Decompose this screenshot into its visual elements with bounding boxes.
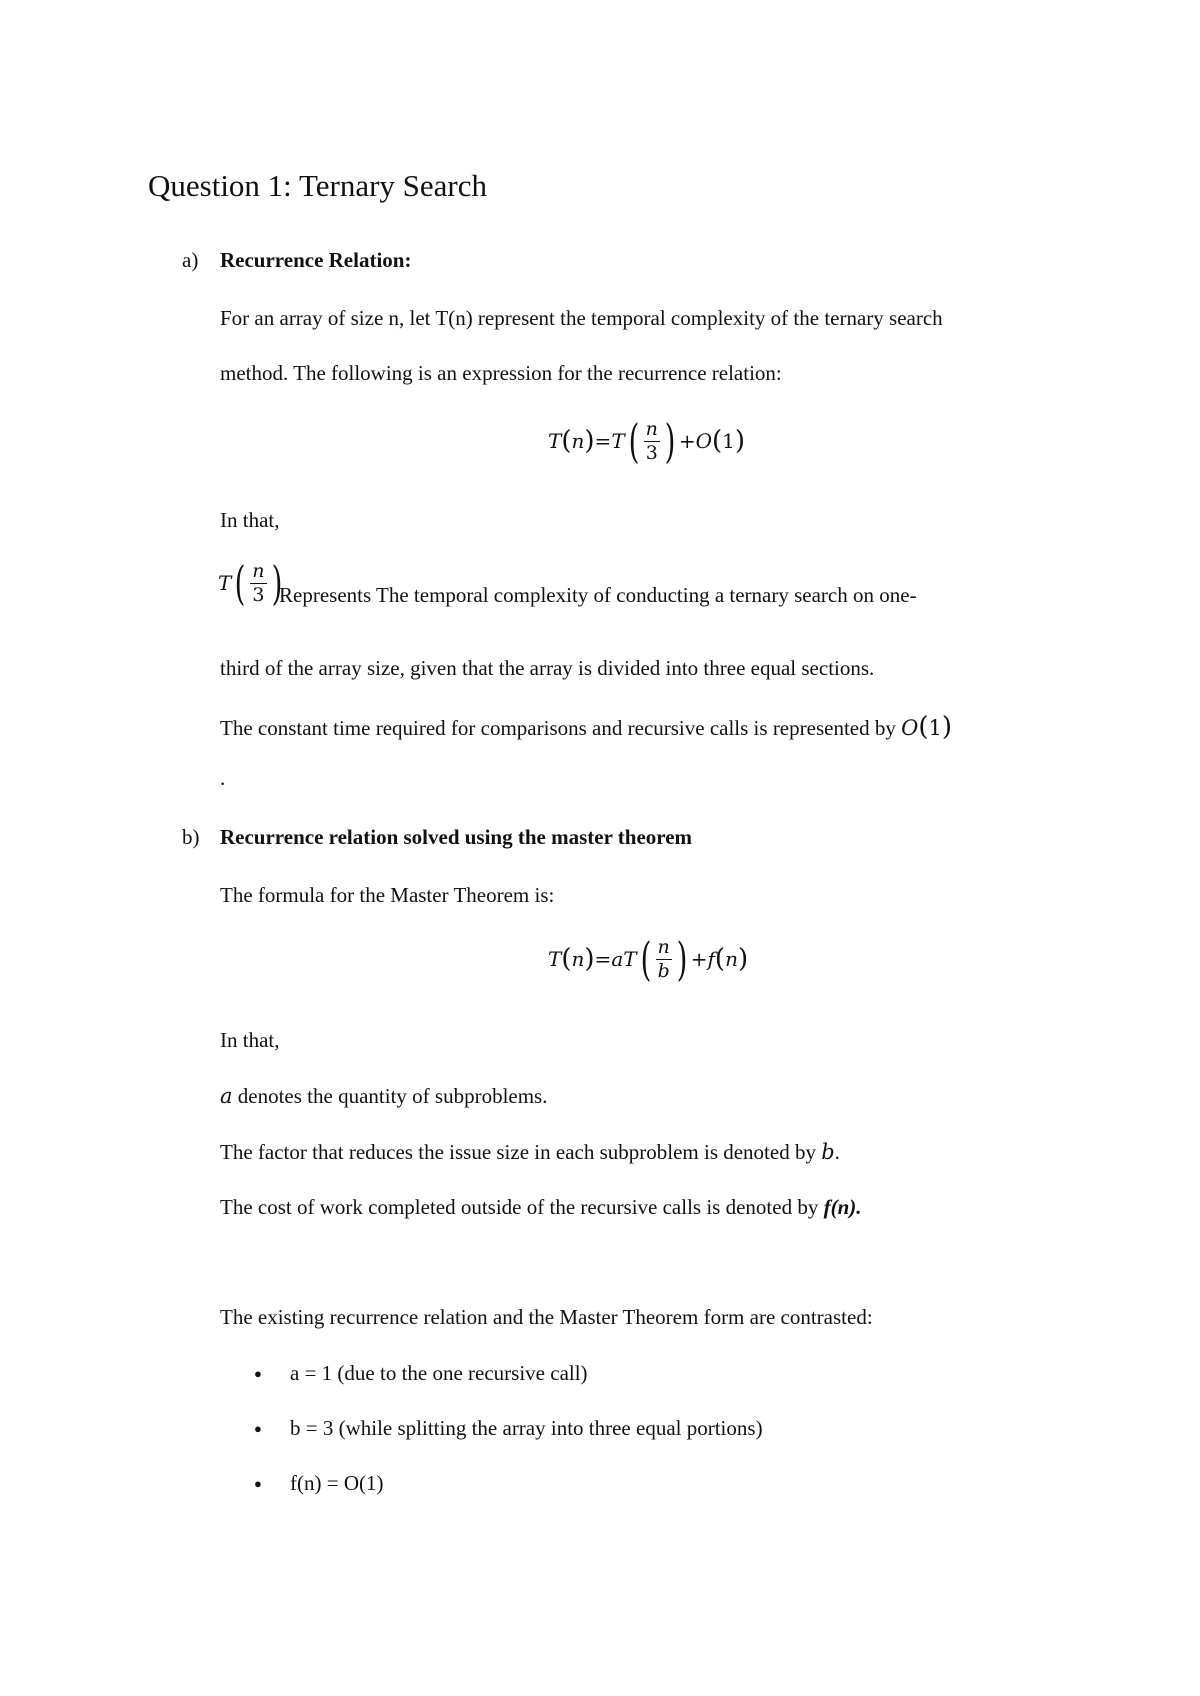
list-item [258, 1361, 588, 1386]
bullet-text: f(n) = O(1) [290, 1471, 384, 1495]
mt-a: a [611, 947, 624, 971]
list-item [258, 1471, 383, 1496]
eq-big-o: O [695, 429, 712, 453]
mt-plus: + [690, 947, 708, 971]
section-b-heading: Recurrence relation solved using the master theorem [220, 825, 693, 849]
mt-f: f [707, 947, 715, 971]
stray-period: . [220, 766, 226, 790]
mt-fraction [656, 935, 672, 982]
eq-var: n [571, 429, 585, 453]
constant-big-o: O [901, 716, 919, 740]
term-numerator: n [252, 559, 265, 582]
eq-fraction [644, 417, 660, 464]
term-denominator: 3 [252, 583, 265, 606]
section-a-marker: a) [182, 248, 199, 272]
eq-numerator: n [645, 417, 658, 440]
constant-line: The constant time required for comparisons and recursive calls is represented by O(1) [220, 712, 953, 742]
section-a-in-that: In that, [220, 508, 280, 532]
section-a-intro-line2: method. The following is an expression for the recurrence relation: [220, 361, 782, 385]
term-fraction-expr: T ( $\frac{n}{3}$ ) [218, 556, 282, 610]
def-b-symbol: b [821, 1140, 835, 1164]
master-theorem-equation: T ( n ) = a T ( $\frac{n}{b}$ ) + f ( n ) [548, 932, 749, 986]
mt-fvar: n [725, 947, 738, 971]
mt-equals: = [594, 947, 612, 971]
definition-b [220, 1140, 840, 1165]
mt-fn: T [623, 947, 637, 971]
definition-f [220, 1195, 862, 1220]
contrast-text: The existing recurrence relation and the Master Theorem form are contrasted: [220, 1305, 873, 1329]
term-fraction [250, 559, 266, 606]
list-item [258, 1416, 763, 1441]
def-a-text: denotes the quantity of subproblems. [237, 1084, 548, 1108]
mt-denominator: b [657, 959, 670, 982]
section-a-heading: Recurrence Relation: [220, 248, 412, 272]
def-b-text: The factor that reduces the issue size in each subproblem is denoted by [220, 1140, 816, 1164]
eq-plus: + [678, 429, 696, 453]
eq-denominator: 3 [645, 441, 658, 464]
bullet-text: b = 3 (while splitting the array into three equal portions) [290, 1416, 763, 1440]
mt-var: n [571, 947, 585, 971]
def-f-symbol: f(n). [823, 1195, 862, 1219]
def-a-symbol: a [220, 1084, 233, 1108]
eq-const: 1 [722, 429, 735, 453]
section-b-in-that: In that, [220, 1028, 280, 1052]
formula-intro: The formula for the Master Theorem is: [220, 883, 555, 907]
def-b-end: . [834, 1140, 840, 1164]
section-a-intro-line1: For an array of size n, let T(n) represent the temporal complexity of the ternary search [220, 306, 943, 330]
eq-lhs: T [548, 429, 562, 453]
definition-a [220, 1084, 547, 1109]
mt-lhs: T [548, 947, 562, 971]
constant-text: The constant time required for comparisons and recursive calls is represented by [220, 716, 896, 740]
recurrence-equation: T ( n ) = T ( $\frac{n}{3}$ ) + O ( 1 ) [548, 414, 746, 468]
term-description: Represents The temporal complexity of conducting a ternary search on one- [279, 583, 917, 607]
term-description-cont: third of the array size, given that the array is divided into three equal sections. [220, 656, 875, 680]
constant-arg: 1 [928, 716, 942, 740]
def-f-text: The cost of work completed outside of the recursive calls is denoted by [220, 1195, 819, 1219]
eq-rhs-fn: T [611, 429, 625, 453]
mt-numerator: n [657, 935, 670, 958]
term-fn: T [218, 571, 232, 595]
section-b-marker: b) [182, 825, 200, 849]
page-title: Question 1: Ternary Search [148, 168, 488, 203]
eq-equals: = [594, 429, 612, 453]
bullet-text: a = 1 (due to the one recursive call) [290, 1361, 588, 1385]
